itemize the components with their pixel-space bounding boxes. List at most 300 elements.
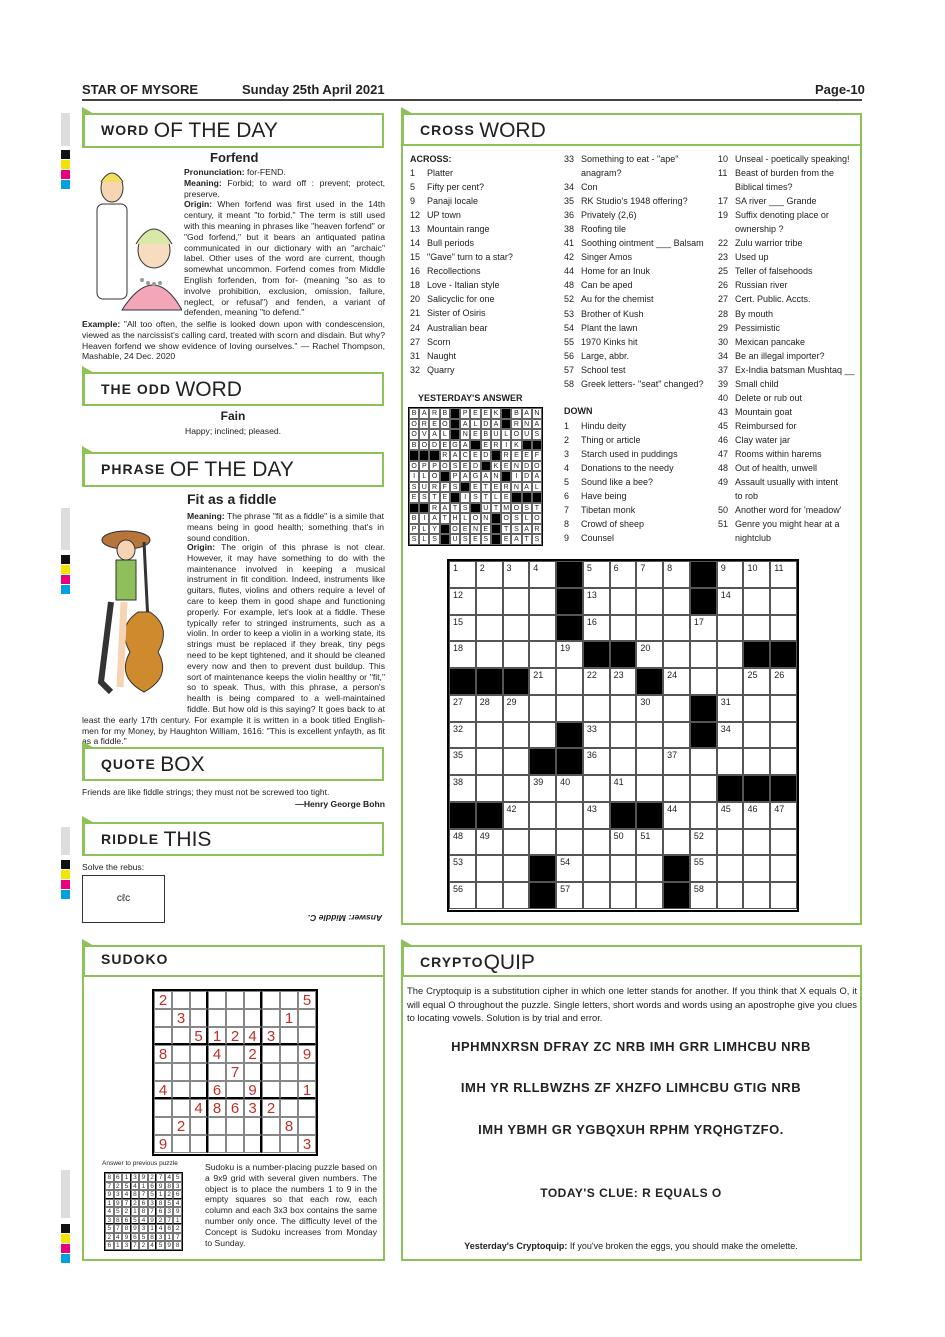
crossword-cell[interactable] (583, 829, 610, 856)
clue-row (410, 349, 560, 363)
clue-row (718, 264, 858, 278)
clue-number: 27 (410, 336, 421, 347)
crossword-cell[interactable] (503, 882, 530, 909)
sudoku-cell[interactable] (154, 1009, 172, 1027)
clue-row (718, 503, 858, 517)
mini-sudoku-cell: 5 (156, 1241, 165, 1250)
sudoku-cell[interactable] (262, 1045, 280, 1063)
clue-text: Donations to the needy (581, 463, 674, 474)
crossword-cell[interactable] (503, 615, 530, 642)
crossword-cell[interactable] (503, 748, 530, 775)
clue-number: 54 (564, 322, 575, 333)
clue-number: 36 (564, 210, 575, 221)
clue-text: Bull periods (427, 238, 475, 249)
crossword-cell[interactable] (663, 775, 690, 802)
sudoku-cell[interactable] (262, 1063, 280, 1081)
crossword-cell[interactable]: 6 (610, 561, 637, 588)
crossword-cell[interactable] (529, 695, 556, 722)
crossword-cell[interactable]: 7 (636, 561, 663, 588)
crossword-cell[interactable]: 55 (690, 855, 717, 882)
phrase-title: PHRASE OF THE DAY (82, 452, 384, 487)
crossword-cell[interactable]: 57 (556, 882, 583, 909)
sudoku-cell[interactable] (190, 1117, 208, 1135)
sudoku-cell[interactable] (208, 991, 226, 1009)
sudoku-cell[interactable] (226, 1081, 244, 1099)
clue-row (718, 349, 858, 363)
crossword-cell[interactable] (743, 855, 770, 882)
clue-text: Zulu warrior tribe (735, 238, 803, 249)
mini-sudoku-cell: 1 (148, 1224, 157, 1233)
crossword-cell[interactable]: 20 (636, 641, 663, 668)
answer-cell: P (409, 524, 419, 535)
sudoku-cell[interactable] (226, 1045, 244, 1063)
sudoku-cell[interactable] (298, 1009, 316, 1027)
crossword-black-cell (690, 588, 717, 615)
clue-row (718, 433, 858, 447)
sudoku-cell[interactable] (298, 1063, 316, 1081)
mini-sudoku-cell: 7 (148, 1207, 157, 1216)
crossword-cell[interactable]: 16 (583, 615, 610, 642)
crossword-cell[interactable] (636, 588, 663, 615)
crossword-cell[interactable] (610, 722, 637, 749)
crossword-cell[interactable]: 10 (743, 561, 770, 588)
crossword-cell[interactable]: 22 (583, 668, 610, 695)
crossword-cell[interactable] (770, 722, 797, 749)
crossword-cell[interactable] (556, 695, 583, 722)
sudoku-cell[interactable] (190, 1063, 208, 1081)
sudoku-cell[interactable] (244, 1135, 262, 1153)
clue-text: Counsel (581, 533, 615, 544)
crossword-cell[interactable] (636, 722, 663, 749)
answer-cell: O (409, 461, 419, 472)
crossword-cell[interactable] (770, 695, 797, 722)
sudoku-cell[interactable] (208, 1117, 226, 1135)
crossword-cell[interactable] (770, 588, 797, 615)
crossword-cell[interactable] (743, 882, 770, 909)
answer-black-cell (491, 534, 501, 545)
sudoku-cell[interactable] (226, 991, 244, 1009)
mini-sudoku-cell: 8 (165, 1182, 174, 1191)
clue-number: 57 (564, 364, 575, 375)
reg-mark-c (61, 585, 70, 594)
crossword-cell[interactable]: 9 (717, 561, 744, 588)
crossword-cell[interactable]: 54 (556, 855, 583, 882)
answer-cell: S (409, 534, 419, 545)
sudoku-cell[interactable] (298, 1099, 316, 1117)
clue-row (718, 419, 858, 433)
crossword-cell[interactable] (743, 615, 770, 642)
crossword-cell[interactable]: 36 (583, 748, 610, 775)
mini-sudoku-cell: 2 (105, 1233, 114, 1242)
crossword-cell[interactable]: 25 (743, 668, 770, 695)
answer-black-cell (470, 503, 480, 514)
crossword-cell[interactable]: 44 (663, 802, 690, 829)
sudoku-cell[interactable] (172, 1027, 190, 1045)
sudoku-cell: 1 (208, 1027, 226, 1045)
sudoku-cell[interactable] (190, 1009, 208, 1027)
sudoku-cell[interactable] (262, 991, 280, 1009)
crossword-cell[interactable]: 4 (529, 561, 556, 588)
sudoku-cell[interactable] (172, 1045, 190, 1063)
sudoku-cell[interactable] (226, 1009, 244, 1027)
answer-cell: F (532, 450, 542, 461)
answer-black-cell (522, 492, 532, 503)
crossword-cell[interactable]: 29 (503, 695, 530, 722)
crossword-cell[interactable] (770, 882, 797, 909)
crossword-cell[interactable] (583, 855, 610, 882)
crossword-cell[interactable]: 35 (449, 748, 476, 775)
clue-number: 55 (564, 336, 575, 347)
clue-row (410, 264, 560, 278)
page-number: Page-10 (815, 82, 865, 97)
sudoku-cell[interactable] (244, 1009, 262, 1027)
mini-sudoku-cell: 6 (165, 1224, 174, 1233)
crossword-cell[interactable] (610, 588, 637, 615)
crossword-cell[interactable]: 1 (449, 561, 476, 588)
sudoku-cell[interactable] (262, 1135, 280, 1153)
clue-number: 24 (410, 322, 421, 333)
crossword-cell[interactable]: 52 (690, 829, 717, 856)
crossword-cell[interactable] (770, 829, 797, 856)
across-clues-col2 (564, 152, 714, 391)
crossword-cell[interactable] (690, 641, 717, 668)
crossword-cell[interactable] (556, 829, 583, 856)
answer-cell: O (532, 513, 542, 524)
crossword-cell[interactable]: 48 (449, 829, 476, 856)
crossword-cell[interactable] (663, 615, 690, 642)
crossword-cell[interactable] (743, 829, 770, 856)
answer-cell: S (419, 492, 429, 503)
crossword-cell[interactable] (476, 855, 503, 882)
crossword-cell[interactable] (636, 748, 663, 775)
crossword-cell[interactable]: 49 (476, 829, 503, 856)
sudoku-cell[interactable] (280, 1027, 298, 1045)
crossword-cell[interactable] (636, 855, 663, 882)
answer-cell: E (491, 482, 501, 493)
sudoku-cell[interactable] (154, 1099, 172, 1117)
crossword-cell[interactable] (717, 615, 744, 642)
clue-text: Unseal - poetically speaking! (735, 154, 850, 164)
clue-number: 38 (564, 224, 575, 235)
sudoku-cell[interactable] (262, 1009, 280, 1027)
clue-text: Can be aped (581, 280, 633, 291)
riddle-title: RIDDLE THIS (82, 822, 384, 856)
mini-sudoku-cell: 4 (148, 1241, 157, 1250)
answer-cell: E (481, 408, 491, 419)
clue-row (718, 447, 858, 461)
clue-row (410, 222, 560, 236)
crossword-cell[interactable]: 15 (449, 615, 476, 642)
sudoku-previous-answer (104, 1172, 183, 1251)
reg-mark-m (61, 1244, 70, 1253)
crossword-cell[interactable] (717, 748, 744, 775)
crossword-cell[interactable] (743, 588, 770, 615)
clue-row (564, 180, 714, 194)
crossword-cell[interactable] (717, 829, 744, 856)
crossword-cell[interactable]: 5 (583, 561, 610, 588)
sudoku-cell[interactable] (154, 1117, 172, 1135)
crossword-cell[interactable]: 56 (449, 882, 476, 909)
crossword-cell[interactable]: 2 (476, 561, 503, 588)
clue-text: Sister of Osiris (427, 308, 486, 319)
clue-row (564, 236, 714, 250)
crossword-cell[interactable]: 41 (610, 775, 637, 802)
mini-sudoku-cell: 5 (165, 1199, 174, 1208)
sudoku-cell: 2 (262, 1099, 280, 1117)
crossword-cell[interactable] (663, 641, 690, 668)
answer-cell: O (511, 429, 521, 440)
crossword-cell[interactable] (770, 855, 797, 882)
crossword-cell[interactable] (529, 588, 556, 615)
clue-text: Panaji locale (427, 196, 479, 207)
crossword-cell[interactable]: 12 (449, 588, 476, 615)
crossword-cell[interactable] (503, 855, 530, 882)
sudoku-cell[interactable] (280, 1081, 298, 1099)
clue-text: Be an illegal importer? (735, 350, 825, 361)
sudoku-cell[interactable] (280, 1045, 298, 1063)
crossword-cell[interactable]: 13 (583, 588, 610, 615)
crossword-cell[interactable]: 14 (717, 588, 744, 615)
sudoku-cell[interactable] (172, 1063, 190, 1081)
crossword-cell[interactable]: 51 (636, 829, 663, 856)
sudoku-cell[interactable] (172, 1135, 190, 1153)
crossword-cell[interactable] (529, 829, 556, 856)
clue-number: 15 (410, 252, 421, 263)
crossword-cell[interactable]: 40 (556, 775, 583, 802)
crossword-cell[interactable]: 38 (449, 775, 476, 802)
sudoku-cell: 2 (244, 1045, 262, 1063)
crossword-cell[interactable] (717, 668, 744, 695)
clue-text: Cert. Public. Accts. (735, 294, 811, 305)
clue-text: Mountain range (427, 224, 490, 235)
clue-number: 52 (564, 294, 575, 305)
crossword-cell[interactable]: 3 (503, 561, 530, 588)
crossword-cell[interactable] (743, 748, 770, 775)
crossword-cell[interactable] (717, 641, 744, 668)
sudoku-cell: 4 (154, 1081, 172, 1099)
crossword-cell[interactable] (503, 775, 530, 802)
crossword-cell[interactable] (663, 695, 690, 722)
crossword-cell[interactable] (476, 722, 503, 749)
crossword-cell[interactable] (690, 775, 717, 802)
crossword-cell[interactable] (636, 615, 663, 642)
clue-row (564, 335, 714, 349)
word-of-day-example: Example: "All too often, the selfie is looked down upon with condescension, viewed as the narcissist's calling card, treated with scorn and disdain. But why? Heaven forfend we show evidence of loving ourselves." — Rachel Thompson, Mashable, 24 Dec. 2020 (82, 319, 385, 362)
answer-cell: S (460, 534, 470, 545)
crossword-cell[interactable]: 53 (449, 855, 476, 882)
sudoku-cell[interactable] (262, 1081, 280, 1099)
answer-cell: K (491, 408, 501, 419)
answer-cell: D (481, 450, 491, 461)
clue-number (718, 180, 735, 194)
sudoku-cell[interactable] (172, 991, 190, 1009)
crossword-cell[interactable] (610, 882, 637, 909)
mini-sudoku-cell: 2 (131, 1199, 140, 1208)
crossword-cell[interactable] (583, 775, 610, 802)
sudoku-cell[interactable] (154, 1027, 172, 1045)
crossword-cell[interactable] (636, 775, 663, 802)
crossword-cell[interactable] (476, 615, 503, 642)
crossword-cell[interactable] (690, 748, 717, 775)
sudoku-cell[interactable] (226, 1135, 244, 1153)
clue-text: ownership ? (735, 224, 784, 235)
crossword-cell[interactable] (717, 855, 744, 882)
sudoku-cell[interactable] (208, 1135, 226, 1153)
crossword-cell[interactable] (529, 615, 556, 642)
crossword-cell[interactable] (663, 722, 690, 749)
crossword-cell[interactable] (743, 695, 770, 722)
mini-sudoku-cell: 6 (156, 1207, 165, 1216)
crossword-cell[interactable]: 8 (663, 561, 690, 588)
crossword-cell[interactable] (770, 615, 797, 642)
sudoku-cell[interactable] (190, 991, 208, 1009)
sudoku-cell[interactable] (298, 1027, 316, 1045)
crossword-cell[interactable] (476, 641, 503, 668)
sudoku-cell: 2 (226, 1027, 244, 1045)
crossword-cell[interactable]: 17 (690, 615, 717, 642)
crossword-cell[interactable] (663, 588, 690, 615)
crossword-cell[interactable]: 50 (610, 829, 637, 856)
crossword-cell[interactable] (556, 802, 583, 829)
crossword-cell[interactable] (583, 695, 610, 722)
mini-sudoku-cell: 6 (148, 1182, 157, 1191)
crossword-cell[interactable]: 23 (610, 668, 637, 695)
crossword-cell[interactable] (610, 695, 637, 722)
answer-cell: A (491, 419, 501, 430)
sudoku-cell[interactable] (190, 1045, 208, 1063)
crossword-cell[interactable] (636, 882, 663, 909)
crossword-cell[interactable]: 18 (449, 641, 476, 668)
yesterday-answer-label: YESTERDAY'S ANSWER (418, 393, 523, 403)
sudoku-cell[interactable] (172, 1099, 190, 1117)
sudoku-cell[interactable] (226, 1117, 244, 1135)
crossword-cell[interactable] (476, 748, 503, 775)
crossword-cell[interactable]: 30 (636, 695, 663, 722)
sudoku-cell[interactable] (154, 1063, 172, 1081)
crossword-cell[interactable] (610, 855, 637, 882)
sudoku-cell[interactable] (280, 1099, 298, 1117)
answer-cell: E (501, 534, 511, 545)
answer-cell: L (522, 513, 532, 524)
clue-row (564, 307, 714, 321)
crossword-cell[interactable]: 39 (529, 775, 556, 802)
crossword-cell[interactable] (583, 882, 610, 909)
crossword-cell[interactable]: 47 (770, 802, 797, 829)
odd-word-title: THE ODD WORD (82, 372, 384, 406)
crossword-cell[interactable] (503, 722, 530, 749)
crossword-cell[interactable] (503, 641, 530, 668)
crossword-cell[interactable] (476, 588, 503, 615)
clue-number: 37 (718, 364, 729, 375)
crossword-black-cell (556, 615, 583, 642)
sudoku-cell[interactable] (298, 1117, 316, 1135)
crossword-cell[interactable] (529, 802, 556, 829)
clue-row (564, 152, 714, 166)
crossword-cell[interactable]: 33 (583, 722, 610, 749)
crossword-cell[interactable]: 24 (663, 668, 690, 695)
crossword-cell[interactable]: 34 (717, 722, 744, 749)
color-bar (61, 508, 70, 550)
crossword-cell[interactable] (717, 882, 744, 909)
crossword-cell[interactable]: 32 (449, 722, 476, 749)
crossword-cell[interactable] (663, 829, 690, 856)
sudoku-cell[interactable] (280, 991, 298, 1009)
crossword-cell[interactable]: 45 (717, 802, 744, 829)
crossword-cell[interactable]: 43 (583, 802, 610, 829)
crossword-cell[interactable] (529, 722, 556, 749)
crossword-cell[interactable]: 27 (449, 695, 476, 722)
mini-sudoku-cell: 7 (105, 1182, 114, 1191)
answer-cell: L (419, 534, 429, 545)
clue-text: Out of health, unwell (735, 463, 818, 474)
crossword-cell[interactable]: 37 (663, 748, 690, 775)
answer-cell: K (491, 461, 501, 472)
sudoku-cell[interactable] (262, 1117, 280, 1135)
sudoku-cell[interactable] (280, 1135, 298, 1153)
mini-sudoku-cell: 4 (165, 1173, 174, 1182)
crossword-cell[interactable]: 11 (770, 561, 797, 588)
mini-sudoku-cell: 1 (122, 1173, 131, 1182)
answer-cell: I (460, 492, 470, 503)
answer-cell: E (460, 461, 470, 472)
sudoku-cell[interactable] (172, 1081, 190, 1099)
sudoku-cell[interactable] (244, 1063, 262, 1081)
crossword-cell[interactable] (690, 668, 717, 695)
crossword-cell[interactable]: 46 (743, 802, 770, 829)
sudoku-cell[interactable] (208, 1063, 226, 1081)
clue-text: Small child (735, 378, 779, 389)
cipher-line-1: HPHMNXRSN DFRAY ZC NRB IMH GRR LIMHCBU NRB (451, 1039, 811, 1054)
crossword-cell[interactable] (503, 829, 530, 856)
crossword-cell[interactable] (556, 668, 583, 695)
clue-number: 19 (718, 210, 729, 221)
crossword-cell[interactable] (476, 882, 503, 909)
sudoku-cell[interactable] (280, 1063, 298, 1081)
crossword-cell[interactable]: 26 (770, 668, 797, 695)
crossword-cell[interactable]: 31 (717, 695, 744, 722)
mini-sudoku-cell: 6 (173, 1190, 182, 1199)
crossword-cell[interactable]: 42 (503, 802, 530, 829)
crossword-cell[interactable] (610, 748, 637, 775)
crossword-cell[interactable] (476, 775, 503, 802)
answer-black-cell (532, 440, 542, 451)
clue-row (718, 180, 858, 194)
crossword-cell[interactable] (770, 748, 797, 775)
crossword-cell[interactable]: 21 (529, 668, 556, 695)
sudoku-cell[interactable] (244, 1117, 262, 1135)
crossword-cell[interactable]: 28 (476, 695, 503, 722)
crossword-cell[interactable] (690, 802, 717, 829)
crossword-cell[interactable]: 58 (690, 882, 717, 909)
crossword-cell[interactable] (503, 588, 530, 615)
answer-black-cell (522, 440, 532, 451)
mini-sudoku-cell: 3 (156, 1233, 165, 1242)
crossword-cell[interactable] (743, 722, 770, 749)
sudoku-cell[interactable] (208, 1009, 226, 1027)
crossword-cell[interactable] (610, 615, 637, 642)
answer-cell: F (440, 482, 450, 493)
crossword-cell[interactable]: 19 (556, 641, 583, 668)
answer-cell: L (440, 429, 450, 440)
sudoku-cell[interactable] (190, 1081, 208, 1099)
sudoku-cell[interactable] (190, 1135, 208, 1153)
clue-row (718, 377, 858, 391)
crossword-cell[interactable] (529, 641, 556, 668)
answer-cell: T (522, 534, 532, 545)
answer-cell: R (532, 524, 542, 535)
sudoku-cell[interactable] (244, 991, 262, 1009)
clue-row (410, 180, 560, 194)
